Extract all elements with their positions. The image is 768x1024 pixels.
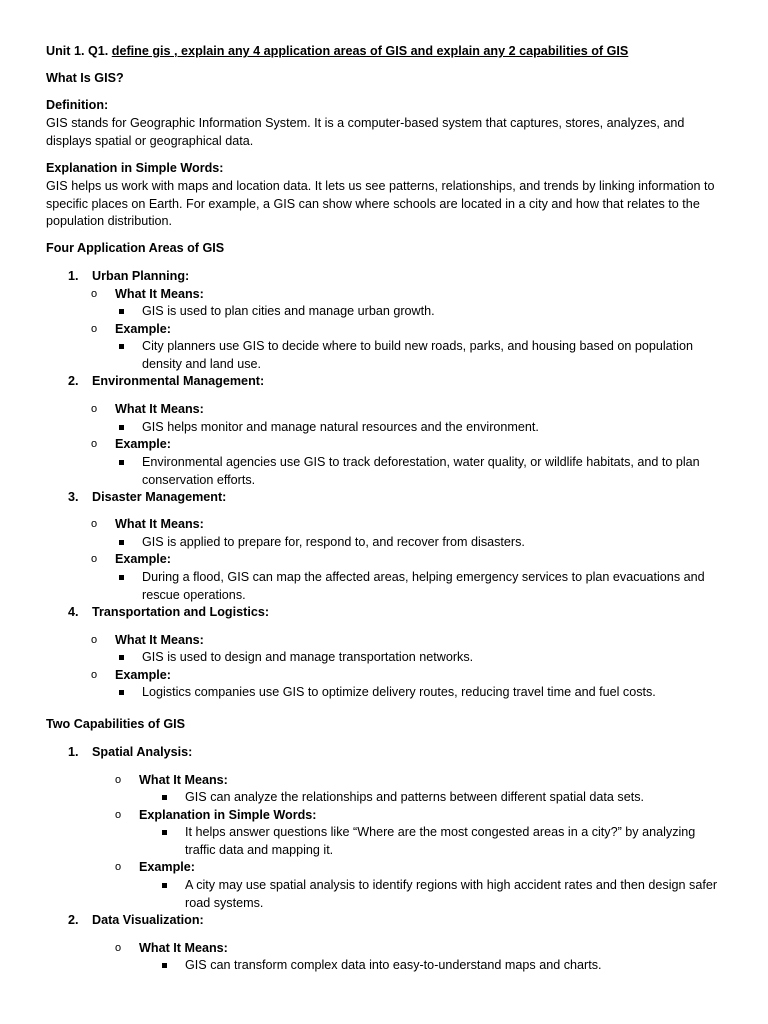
hollow-circle-icon: o	[91, 438, 98, 450]
heading-question: define gis , explain any 4 application areas of GIS and explain any 2 capabilities of GIS	[111, 44, 629, 58]
hollow-circle-icon: o	[91, 553, 98, 565]
heading-prefix: Unit 1. Q1.	[46, 44, 112, 58]
example-label: Example:	[139, 860, 195, 874]
square-bullet-icon	[119, 425, 124, 430]
means-text: GIS can analyze the relationships and patterns between different spatial data sets.	[185, 790, 645, 804]
square-bullet-icon	[119, 690, 124, 695]
means-label: What It Means:	[115, 287, 204, 301]
means-label: What It Means:	[115, 633, 204, 647]
applications-heading: Four Application Areas of GIS	[46, 241, 225, 255]
square-bullet-icon	[119, 540, 124, 545]
means-label: What It Means:	[115, 402, 204, 416]
hollow-circle-icon: o	[115, 942, 122, 954]
example-text: Logistics companies use GIS to optimize delivery routes, reducing travel time and fuel costs.	[142, 685, 656, 699]
means-label: What It Means:	[139, 941, 228, 955]
simple-explanation-label: Explanation in Simple Words:	[139, 808, 317, 822]
example-text: A city may use spatial analysis to identify regions with high accident rates and then design safer road systems.	[185, 878, 718, 910]
list-number: 1.	[68, 269, 79, 283]
list-number: 2.	[68, 374, 79, 388]
means-label: What It Means:	[115, 517, 204, 531]
definition-label: Definition:	[46, 98, 109, 112]
app-title: Environmental Management:	[92, 374, 265, 388]
app-title: Transportation and Logistics:	[92, 605, 270, 619]
square-bullet-icon	[119, 344, 124, 349]
square-bullet-icon	[119, 309, 124, 314]
hollow-circle-icon: o	[115, 809, 122, 821]
simple-explanation-text: GIS helps us work with maps and location data. It lets us see patterns, relationships, and trends by linking information to specific places on Earth. For example, a GIS can show where schools are located in a city and how that relates to the population distribution.	[46, 179, 715, 228]
example-text: Environmental agencies use GIS to track deforestation, water quality, or wildlife habitats, and to plan conservation efforts.	[142, 455, 700, 487]
what-is-heading: What Is GIS?	[46, 71, 124, 85]
hollow-circle-icon: o	[115, 774, 122, 786]
list-number: 1.	[68, 745, 79, 759]
simple-explanation-text: It helps answer questions like “Where are the most congested areas in a city?” by analyzing traffic data and mapping it.	[185, 825, 696, 857]
example-text: During a flood, GIS can map the affected areas, helping emergency services to plan evacuations and rescue operations.	[142, 570, 705, 602]
capability-title: Data Visualization:	[92, 913, 204, 927]
definition-text: GIS stands for Geographic Information System. It is a computer-based system that captures, stores, analyzes, and displays spatial or geographical data.	[46, 116, 685, 148]
list-number: 3.	[68, 490, 79, 504]
list-number: 2.	[68, 913, 79, 927]
capability-title: Spatial Analysis:	[92, 745, 193, 759]
hollow-circle-icon: o	[91, 669, 98, 681]
hollow-circle-icon: o	[91, 403, 98, 415]
hollow-circle-icon: o	[91, 518, 98, 530]
example-text: City planners use GIS to decide where to build new roads, parks, and housing based on population density and land use.	[142, 339, 693, 371]
app-title: Disaster Management:	[92, 490, 227, 504]
means-text: GIS helps monitor and manage natural resources and the environment.	[142, 420, 539, 434]
means-text: GIS can transform complex data into easy-to-understand maps and charts.	[185, 958, 602, 972]
capabilities-heading: Two Capabilities of GIS	[46, 717, 186, 731]
example-label: Example:	[115, 437, 171, 451]
square-bullet-icon	[119, 460, 124, 465]
means-text: GIS is used to design and manage transportation networks.	[142, 650, 474, 664]
square-bullet-icon	[119, 655, 124, 660]
hollow-circle-icon: o	[115, 861, 122, 873]
square-bullet-icon	[162, 795, 167, 800]
app-title: Urban Planning:	[92, 269, 190, 283]
hollow-circle-icon: o	[91, 288, 98, 300]
example-label: Example:	[115, 668, 171, 682]
square-bullet-icon	[119, 575, 124, 580]
list-number: 4.	[68, 605, 79, 619]
square-bullet-icon	[162, 883, 167, 888]
square-bullet-icon	[162, 830, 167, 835]
simple-explanation-label: Explanation in Simple Words:	[46, 161, 224, 175]
example-label: Example:	[115, 552, 171, 566]
means-text: GIS is used to plan cities and manage urban growth.	[142, 304, 435, 318]
square-bullet-icon	[162, 963, 167, 968]
hollow-circle-icon: o	[91, 634, 98, 646]
question-heading	[46, 43, 726, 61]
example-label: Example:	[115, 322, 171, 336]
hollow-circle-icon: o	[91, 323, 98, 335]
means-label: What It Means:	[139, 773, 228, 787]
means-text: GIS is applied to prepare for, respond to, and recover from disasters.	[142, 535, 525, 549]
